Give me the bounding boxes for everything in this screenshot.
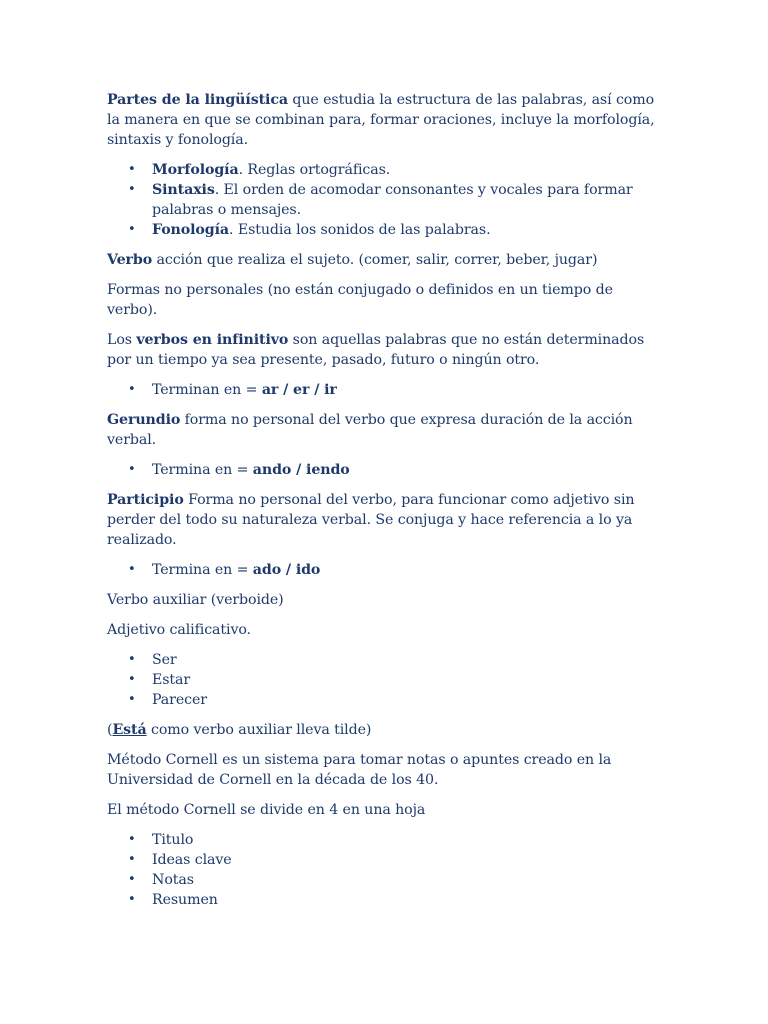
paragraph-text: Los (107, 332, 137, 348)
paragraph-verbo-auxiliar: Verbo auxiliar (verboide) (107, 592, 284, 608)
paragraph-text: son aquellas palabras que no están determinados por un tiempo ya sea presente, pasado, futuro o ningún otro. (107, 332, 645, 368)
paragraph-esta (107, 720, 667, 740)
bullet-icon: • (128, 892, 136, 907)
list-item (128, 690, 667, 710)
list-gerundio (107, 460, 667, 480)
list-item-text: Terminan en = (152, 382, 262, 398)
list-partes (107, 160, 667, 240)
bullet-icon: • (128, 222, 136, 237)
bullet-icon: • (128, 562, 136, 577)
bullet-icon: • (128, 162, 136, 177)
list-item (128, 890, 667, 910)
paragraph-text: que estudia la estructura de las palabras, así como la manera en que se combinan para, formar oraciones, incluye la morfología, sintaxis y fonología. (107, 92, 655, 148)
list-item (128, 830, 667, 850)
term-endings: ado / ido (252, 562, 321, 578)
term-verbo: Verbo (107, 252, 153, 268)
paragraph-verbo (107, 250, 667, 270)
list-item-text: Notas (152, 872, 194, 888)
list-item-text: . Estudia los sonidos de las palabras. (229, 222, 491, 238)
term-participio: Participio (107, 492, 184, 508)
list-item (128, 560, 667, 580)
list-item-text: Termina en = (152, 462, 253, 478)
list-item-text: Estar (152, 672, 191, 688)
paragraph-text: como verbo auxiliar lleva tilde) (146, 722, 372, 738)
paragraph-text: ( (107, 722, 113, 738)
paragraph-linguistica (107, 90, 667, 150)
bullet-icon: • (128, 852, 136, 867)
term-endings: ar / er / ir (261, 382, 337, 398)
bullet-icon: • (128, 182, 136, 197)
list-item (128, 460, 667, 480)
list-item (128, 670, 667, 690)
list-item-text: Titulo (152, 832, 194, 848)
list-item-text: Parecer (152, 692, 207, 708)
term-linguistica: Partes de la lingüística (107, 92, 288, 108)
list-item (128, 870, 667, 890)
paragraph-text: forma no personal del verbo que expresa duración de la acción verbal. (107, 412, 633, 448)
term-infinitivo: verbos en infinitivo (136, 332, 289, 348)
paragraph-participio (107, 490, 667, 550)
paragraph-text: acción que realiza el sujeto. (comer, salir, correr, beber, jugar) (152, 252, 598, 268)
term-esta: Está (112, 722, 147, 738)
bullet-icon: • (128, 692, 136, 707)
paragraph-gerundio (107, 410, 667, 450)
bullet-icon: • (128, 462, 136, 477)
list-cornell (107, 830, 667, 910)
bullet-icon: • (128, 672, 136, 687)
term-gerundio: Gerundio (107, 412, 181, 428)
term-sintaxis: Sintaxis (152, 182, 215, 198)
list-participio (107, 560, 667, 580)
list-item-text: . Reglas ortográficas. (238, 162, 391, 178)
list-item-text: . El orden de acomodar consonantes y vocales para formar palabras o mensajes. (152, 182, 633, 218)
term-endings: ando / iendo (252, 462, 350, 478)
list-item-text: Resumen (152, 892, 218, 908)
list-item-text: Termina en = (152, 562, 253, 578)
list-item (128, 180, 667, 220)
bullet-icon: • (128, 832, 136, 847)
bullet-icon: • (128, 872, 136, 887)
term-morfologia: Morfología (152, 162, 239, 178)
paragraph-cornell-divide: El método Cornell se divide en 4 en una hoja (107, 802, 426, 818)
paragraph-metodo-cornell: Método Cornell es un sistema para tomar notas o apuntes creado en la Universidad de Cornell en la década de los 40. (107, 752, 612, 788)
list-item (128, 220, 667, 240)
paragraph-infinitivo (107, 330, 667, 370)
paragraph-formas-no-personales: Formas no personales (no están conjugado o definidos en un tiempo de verbo). (107, 282, 613, 318)
list-item (128, 850, 667, 870)
term-fonologia: Fonología (152, 222, 229, 238)
list-item-text: Ideas clave (152, 852, 232, 868)
list-item-text: Ser (152, 652, 177, 668)
bullet-icon: • (128, 382, 136, 397)
list-item (128, 380, 667, 400)
paragraph-text: Forma no personal del verbo, para funcionar como adjetivo sin perder del todo su naturaleza verbal. Se conjuga y hace referencia a lo ya realizado. (107, 492, 635, 548)
document-page (107, 90, 667, 920)
list-item (128, 650, 667, 670)
list-infinitivo (107, 380, 667, 400)
list-item (128, 160, 667, 180)
paragraph-adjetivo: Adjetivo calificativo. (107, 622, 251, 638)
bullet-icon: • (128, 652, 136, 667)
list-verbos-copulativos (107, 650, 667, 710)
